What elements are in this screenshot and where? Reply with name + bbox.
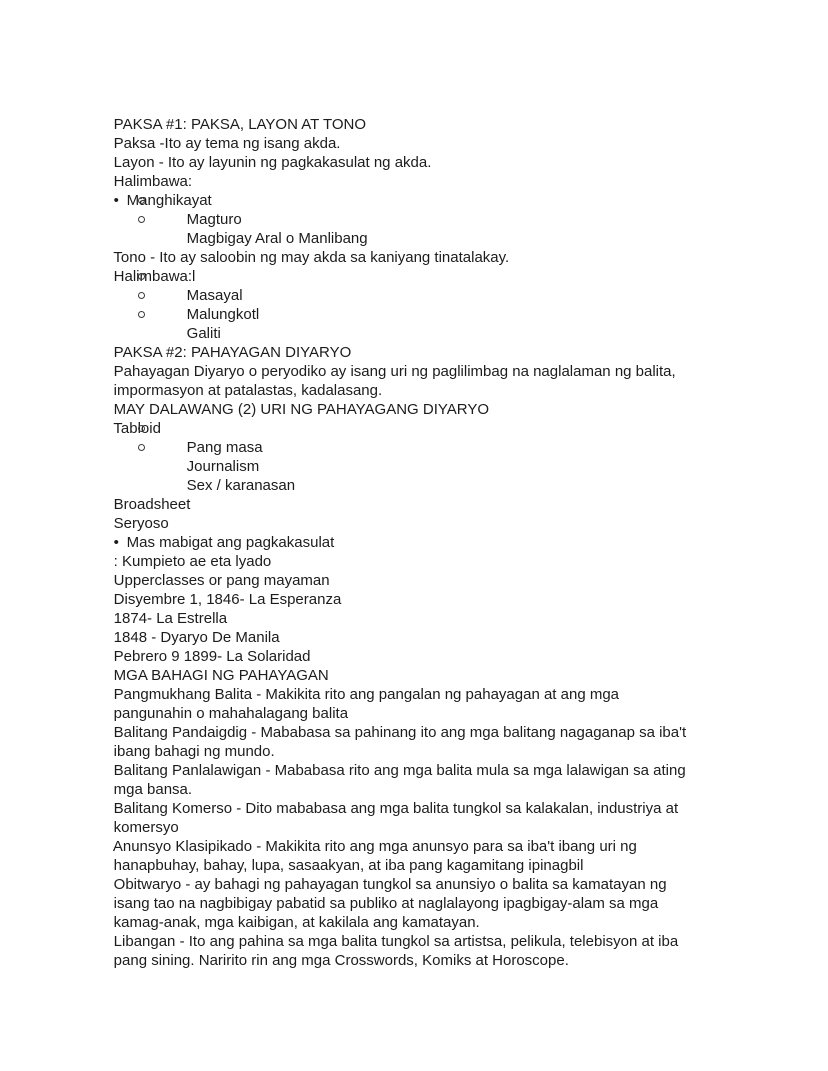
text-line bbox=[97, 438, 797, 475]
text-line bbox=[97, 267, 797, 304]
dot-bullet-icon: • bbox=[113, 192, 119, 209]
text-line bbox=[97, 704, 797, 741]
text-line bbox=[97, 514, 797, 551]
circle-bullet-icon bbox=[138, 292, 145, 299]
line-text: komersyo bbox=[113, 819, 179, 836]
line-text: Halimbawa:l bbox=[113, 268, 196, 285]
text-line bbox=[97, 115, 797, 152]
line-text: Obitwaryo - ay bahagi ng pahayagan tungkol sa anunsiyo o balita sa kamatayan ng bbox=[113, 876, 667, 893]
line-text: Paksa -Ito ay tema ng isang akda. bbox=[113, 135, 341, 152]
text-line bbox=[97, 761, 797, 798]
line-text: kamag-anak, mga kaibigan, at kakilala ang kamatayan. bbox=[113, 914, 480, 931]
text-line bbox=[97, 533, 797, 570]
line-text: Anunsyo Klasipikado - Makikita rito ang mga anunsyo para sa iba't ibang uri ng bbox=[112, 838, 637, 855]
line-text: isang tao na nagbibigay pabatid sa publiko at naglalayong ipagbigay-alam sa mga bbox=[113, 895, 659, 912]
text-line bbox=[97, 723, 797, 760]
text-line bbox=[97, 210, 797, 247]
line-text: pang sining. Naririto rin ang mga Crosswords, Komiks at Horoscope. bbox=[113, 952, 569, 969]
text-line bbox=[97, 362, 797, 399]
line-text: mga bansa. bbox=[113, 781, 193, 798]
text-line bbox=[97, 932, 797, 969]
line-text: Pebrero 9 1899- La Solaridad bbox=[113, 648, 311, 665]
text-line bbox=[97, 628, 797, 665]
line-text: Magbigay Aral o Manlibang bbox=[186, 230, 368, 247]
text-line bbox=[97, 609, 797, 646]
text-line bbox=[97, 305, 797, 342]
text-line bbox=[97, 875, 797, 912]
text-line bbox=[97, 552, 797, 589]
line-text: Broadsheet bbox=[113, 496, 191, 513]
line-text: 1874- La Estrella bbox=[113, 610, 228, 627]
text-line bbox=[97, 286, 797, 323]
line-text: 1848 - Dyaryo De Manila bbox=[113, 629, 280, 646]
line-text: hanapbuhay, bahay, lupa, sasaakyan, at iba pang kagamitang ipinagbil bbox=[113, 857, 584, 874]
text-line bbox=[97, 495, 797, 532]
line-text: MAY DALAWANG (2) URI NG PAHAYAGANG DIYARYO bbox=[113, 401, 490, 418]
circle-bullet-icon bbox=[138, 444, 145, 451]
line-text: Layon - Ito ay layunin ng pagkakasulat ng akda. bbox=[113, 154, 432, 171]
text-line bbox=[97, 191, 797, 228]
text-line bbox=[97, 818, 797, 855]
text-line bbox=[97, 894, 797, 931]
text-line bbox=[97, 96, 797, 133]
text-line bbox=[97, 172, 797, 209]
text-line bbox=[97, 248, 797, 285]
text-line bbox=[97, 571, 797, 608]
line-text: Halimbawa: bbox=[113, 173, 193, 190]
circle-bullet-icon bbox=[138, 197, 145, 204]
text-line bbox=[97, 590, 797, 627]
line-text: Masayal bbox=[186, 287, 243, 304]
line-text: Balitang Pandaigdig - Mababasa sa pahinang ito ang mga balitang nagaganap sa iba't bbox=[113, 724, 687, 741]
line-text: Libangan - Ito ang pahina sa mga balita tungkol sa artistsa, pelikula, telebisyon at iba bbox=[113, 933, 679, 950]
line-text: Tabloid bbox=[113, 420, 161, 437]
text-line bbox=[97, 799, 797, 836]
text-line bbox=[97, 666, 797, 703]
text-line bbox=[97, 419, 797, 456]
line-text: Manghikayat bbox=[126, 192, 212, 209]
line-text: Pang masa bbox=[186, 439, 263, 456]
text-line bbox=[97, 153, 797, 190]
line-text: Seryoso bbox=[113, 515, 169, 532]
circle-bullet-icon bbox=[138, 311, 145, 318]
line-text: PAKSA #2: PAHAYAGAN DIYARYO bbox=[113, 344, 352, 361]
line-text: Pahayagan Diyaryo o peryodiko ay isang uri ng paglilimbag na naglalaman ng balita, bbox=[113, 363, 676, 380]
line-text: pangunahin o mahahalagang balita bbox=[113, 705, 349, 722]
line-text: : Kumpieto ae eta lyado bbox=[113, 553, 272, 570]
line-text: Disyembre 1, 1846- La Esperanza bbox=[113, 591, 342, 608]
line-text: Sex / karanasan bbox=[186, 477, 296, 494]
circle-bullet-icon bbox=[138, 273, 145, 280]
line-text: PAKSA #1: PAKSA, LAYON AT TONO bbox=[113, 116, 367, 133]
line-text: Upperclasses or pang mayaman bbox=[113, 572, 330, 589]
line-text: ibang bahagi ng mundo. bbox=[113, 743, 275, 760]
line-text: Journalism bbox=[186, 458, 260, 475]
line-text: impormasyon at patalastas, kadalasang. bbox=[113, 382, 383, 399]
text-line bbox=[97, 685, 797, 722]
text-line bbox=[97, 476, 797, 513]
text-line bbox=[97, 134, 797, 171]
circle-bullet-icon bbox=[138, 216, 145, 223]
line-text: Malungkotl bbox=[186, 306, 260, 323]
dot-bullet-icon: • bbox=[113, 534, 119, 551]
line-text: Balitang Komerso - Dito mababasa ang mga balita tungkol sa kalakalan, industriya at bbox=[113, 800, 679, 817]
line-text: Balitang Panlalawigan - Mababasa rito ang mga balita mula sa mga lalawigan sa ating bbox=[113, 762, 686, 779]
line-text: Tono - Ito ay saloobin ng may akda sa kaniyang tinatalakay. bbox=[113, 249, 510, 266]
text-line bbox=[97, 837, 797, 874]
text-line bbox=[97, 780, 797, 817]
text-line bbox=[97, 343, 797, 380]
text-line bbox=[97, 229, 797, 266]
line-text: Mas mabigat ang pagkakasulat bbox=[126, 534, 335, 551]
text-line bbox=[97, 647, 797, 684]
line-text: Magturo bbox=[186, 211, 242, 228]
text-line bbox=[97, 381, 797, 418]
document-text-block bbox=[97, 96, 797, 969]
circle-bullet-icon bbox=[138, 425, 145, 432]
text-line bbox=[97, 742, 797, 779]
text-line bbox=[97, 913, 797, 950]
text-line bbox=[97, 457, 797, 494]
line-text: Pangmukhang Balita - Makikita rito ang pangalan ng pahayagan at ang mga bbox=[113, 686, 620, 703]
line-text: Galiti bbox=[186, 325, 221, 342]
text-line bbox=[97, 856, 797, 893]
text-line bbox=[97, 400, 797, 437]
line-text: MGA BAHAGI NG PAHAYAGAN bbox=[113, 667, 329, 684]
text-line bbox=[97, 324, 797, 361]
